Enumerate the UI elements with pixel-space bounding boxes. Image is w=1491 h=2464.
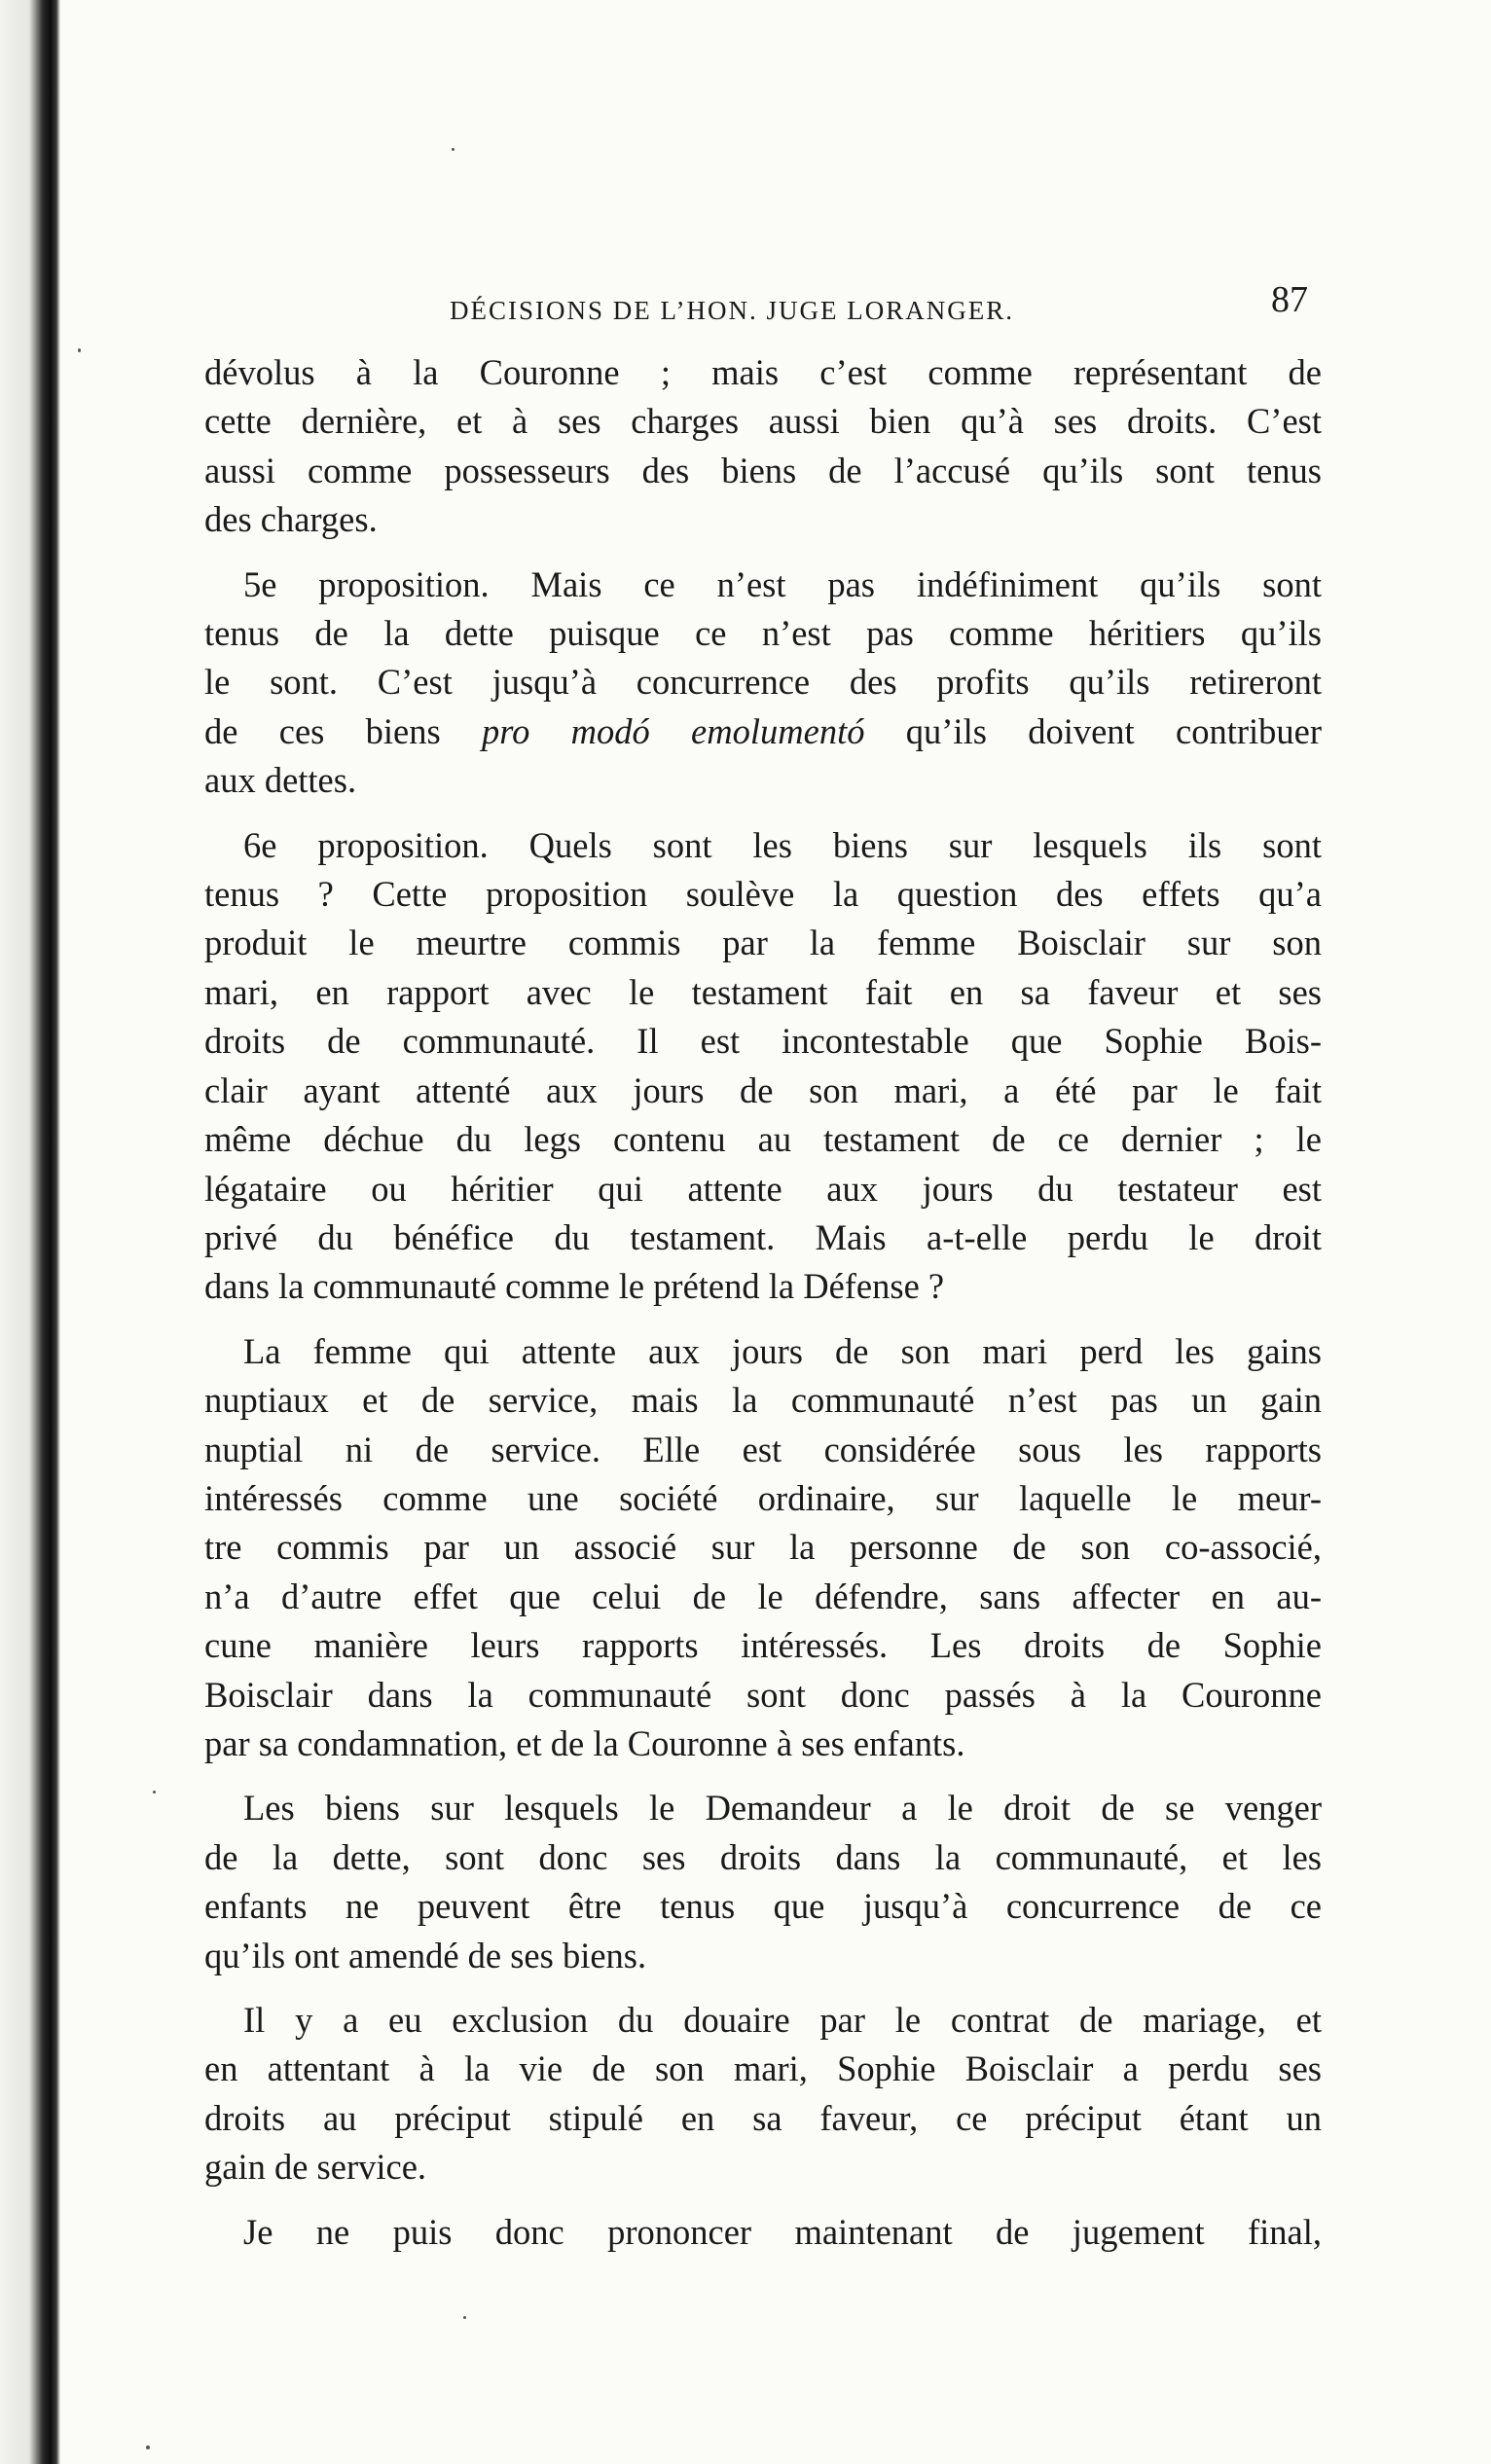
text-line: dévolus à la Couronne ; mais c’est comme représentant de <box>204 352 1322 392</box>
text-line: tenus de la dette puisque ce n’est pas comme héritiers qu’ils <box>204 613 1322 654</box>
text-line: le sont. C’est jusqu’à concurrence des profits qu’ils retireront <box>204 662 1322 703</box>
text-line: Les biens sur lesquels le Demandeur a le droit de se venger <box>243 1788 1322 1829</box>
text-segment: qu’ils doivent contribuer <box>864 710 1322 751</box>
running-head <box>204 274 1322 333</box>
text-line: intéressés comme une société ordinaire, sur laquelle le meur- <box>204 1477 1322 1518</box>
text-segment: de ces biens <box>204 710 482 751</box>
text-line: même déchue du legs contenu au testament de ce dernier ; le <box>204 1119 1322 1160</box>
text-line: qu’ils ont amendé de ses biens. <box>204 1935 647 1975</box>
text-line: 6e proposition. Quels sont les biens sur lesquels ils sont <box>243 824 1322 865</box>
text-line: cette dernière, et à ses charges aussi bien qu’à ses droits. C’est <box>204 401 1322 442</box>
paragraph-3 <box>204 821 1322 1312</box>
paragraph-5 <box>204 1784 1322 1980</box>
page-content <box>204 274 1322 2272</box>
running-title: DÉCISIONS DE L’HON. JUGE LORANGER. <box>450 296 1014 325</box>
paper-speck <box>452 148 455 151</box>
body-text <box>204 348 1322 2257</box>
text-line: clair ayant attenté aux jours de son mari, a été par le fait <box>204 1069 1322 1110</box>
text-line: aux dettes. <box>204 760 357 801</box>
paragraph-7 <box>204 2208 1322 2257</box>
text-line: des charges. <box>204 499 378 540</box>
text-line: nuptiaux et de service, mais la communauté n’est pas un gain <box>204 1380 1322 1421</box>
text-line: dans la communauté comme le prétend la Défense ? <box>204 1266 945 1307</box>
paragraph-6 <box>204 1996 1322 2192</box>
paper-speck <box>78 348 81 352</box>
text-line-mixed <box>204 707 1322 756</box>
text-line: tenus ? Cette proposition soulève la question des effets qu’a <box>204 874 1322 915</box>
text-line: mari, en rapport avec le testament fait en sa faveur et ses <box>204 971 1322 1012</box>
text-line: Il y a eu exclusion du douaire par le contrat de mariage, et <box>243 2000 1322 2040</box>
text-line: droits de communauté. Il est incontestable que Sophie Bois- <box>204 1021 1322 1062</box>
text-line: nuptial ni de service. Elle est considérée sous les rapports <box>204 1429 1322 1469</box>
text-line: La femme qui attente aux jours de son mari perd les gains <box>243 1330 1322 1371</box>
text-line: 5e proposition. Mais ce n’est pas indéfiniment qu’ils sont <box>243 563 1322 604</box>
paper-speck <box>146 2446 150 2449</box>
text-line: enfants ne peuvent être tenus que jusqu’à concurrence de ce <box>204 1886 1322 1927</box>
paragraph-2 <box>204 561 1322 806</box>
text-line: aussi comme possesseurs des biens de l’accusé qu’ils sont tenus <box>204 450 1322 490</box>
text-line: tre commis par un associé sur la personne de son co-associé, <box>204 1527 1322 1568</box>
text-line: Boisclair dans la communauté sont donc passés à la Couronne <box>204 1674 1322 1715</box>
latin-phrase: pro modó emolumentó <box>482 710 865 751</box>
paragraph-1 <box>204 348 1322 545</box>
text-line: Je ne puis donc prononcer maintenant de jugement final, <box>243 2211 1322 2252</box>
text-line: cune manière leurs rapports intéressés. Les droits de Sophie <box>204 1625 1322 1666</box>
paper-speck <box>463 2316 466 2319</box>
text-line: en attentant à la vie de son mari, Sophie Boisclair a perdu ses <box>204 2048 1322 2089</box>
text-line: de la dette, sont donc ses droits dans la communauté, et les <box>204 1836 1322 1877</box>
text-line: par sa condamnation, et de la Couronne à ses enfants. <box>204 1722 965 1763</box>
paragraph-4 <box>204 1327 1322 1769</box>
text-line: produit le meurtre commis par la femme Boisclair sur son <box>204 923 1322 963</box>
text-line: gain de service. <box>204 2147 427 2188</box>
text-line: légataire ou héritier qui attente aux jours du testateur est <box>204 1168 1322 1209</box>
text-line: privé du bénéfice du testament. Mais a-t-elle perdu le droit <box>204 1216 1322 1257</box>
book-binding-edge <box>0 0 60 2464</box>
text-line: droits au préciput stipulé en sa faveur, ce préciput étant un <box>204 2097 1322 2138</box>
page-number: 87 <box>1271 279 1308 320</box>
text-line: n’a d’autre effet que celui de le défendre, sans affecter en au- <box>204 1576 1322 1616</box>
paper-speck <box>153 1791 156 1794</box>
